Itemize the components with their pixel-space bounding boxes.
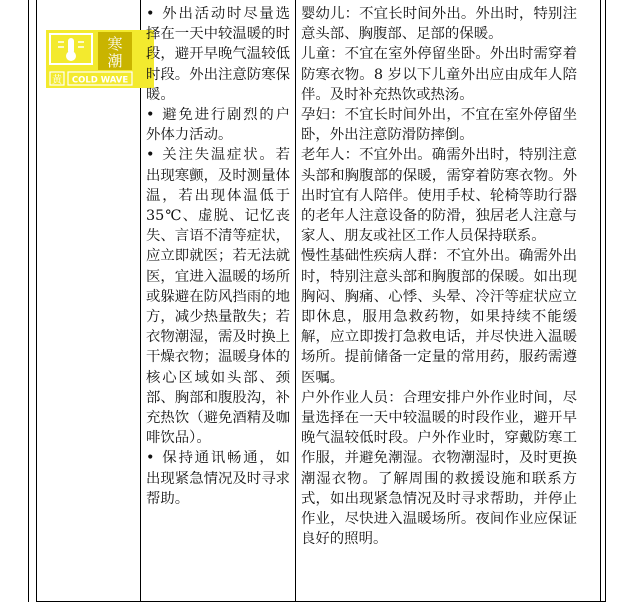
table-border-left xyxy=(36,0,37,602)
measure-text: 保持通讯畅通，如出现紧急情况及时寻求帮助。 xyxy=(146,450,290,507)
column-divider-1 xyxy=(140,0,141,602)
population-guidance-column xyxy=(301,4,577,549)
measure-item-2 xyxy=(146,105,290,145)
bullet: • xyxy=(146,450,155,467)
badge-level-char: 黄 xyxy=(52,75,62,86)
measure-text: 外出活动时尽量选择在一天中较温暖的时段，避开早晚气温较低时段。外出注意防寒保暖。 xyxy=(146,6,290,103)
measure-item-3 xyxy=(146,145,290,448)
guidance-table xyxy=(36,0,600,602)
page-border-right xyxy=(605,0,606,602)
cold-wave-yellow-badge xyxy=(46,30,154,88)
measure-text: 关注失温症状。若出现寒颤，及时测量体温，若出现体温低于 35℃、虚脱、记忆丧失、言语不清等症状，应立即就医；若无法就医，宜进入温暖的场所或躲避在防风挡雨的地方，减少热量散失；若衣物潮湿，需及时换上干燥衣物；温暖身体的核心区域如头部、颈部、胸部和腹股沟，补充热饮（避免酒精及咖啡饮品）。 xyxy=(146,147,290,447)
bullet: • xyxy=(146,107,155,124)
group-children: 儿童：不宜在室外停留坐卧。外出时需穿着防寒衣物。8 岁以下儿童外出应由成年人陪伴。及时补充热饮或热汤。 xyxy=(301,46,577,103)
group-infants: 婴幼儿：不宜长时间外出。外出时，特别注意头部、胸腹部、足部的保暖。 xyxy=(301,6,577,43)
bullet: • xyxy=(146,147,155,164)
table-border-right xyxy=(600,0,601,602)
group-elderly: 老年人：不宜外出。确需外出时，特别注意头部和胸腹部的保暖，需穿着防寒衣物。外出时宜有人陪伴。使用手杖、轮椅等助行器的老年人注意设备的防滑，独居老人注意与家人、朋友或社区工作人员保持联系。 xyxy=(301,147,577,245)
group-chronic-disease: 慢性基础性疾病人群：不宜外出。确需外出时，特别注意头部和胸腹部的保暖。如出现胸闷、胸痛、心悸、头晕、冷汗等症状应立即休息，服用急救药物，如果持续不能缓解，应立即拨打急救电话，并尽快进入温暖场所。提前储备一定量的常用药，服药需遵医嘱。 xyxy=(301,248,577,386)
bullet: • xyxy=(146,6,155,22)
badge-title-char-2: 潮 xyxy=(107,52,123,70)
badge-english-label: COLD WAVE xyxy=(71,75,129,86)
measure-text: 避免进行剧烈的户外体力活动。 xyxy=(146,107,290,144)
measure-item-1 xyxy=(146,4,290,105)
protective-measures-column xyxy=(146,4,290,509)
badge-title-char-1: 寒 xyxy=(107,35,123,53)
measure-item-4 xyxy=(146,448,290,509)
group-outdoor-workers: 户外作业人员：合理安排户外作业时间，尽量选择在一天中较温暖的时段作业，避开早晚气温较低时段。户外作业时，穿戴防寒工作服，并避免潮湿。衣物潮湿时，及时更换潮湿衣物。了解周围的救援设施和联系方式，如出现紧急情况及时寻求帮助，并停止作业，尽快进入温暖场所。夜间作业应保证良好的照明。 xyxy=(301,389,577,548)
page-border-left xyxy=(28,0,29,602)
group-pregnant: 孕妇：不宜长时间外出，不宜在室外停留坐卧，外出注意防滑防摔倒。 xyxy=(301,107,577,144)
column-divider-2 xyxy=(295,0,296,602)
